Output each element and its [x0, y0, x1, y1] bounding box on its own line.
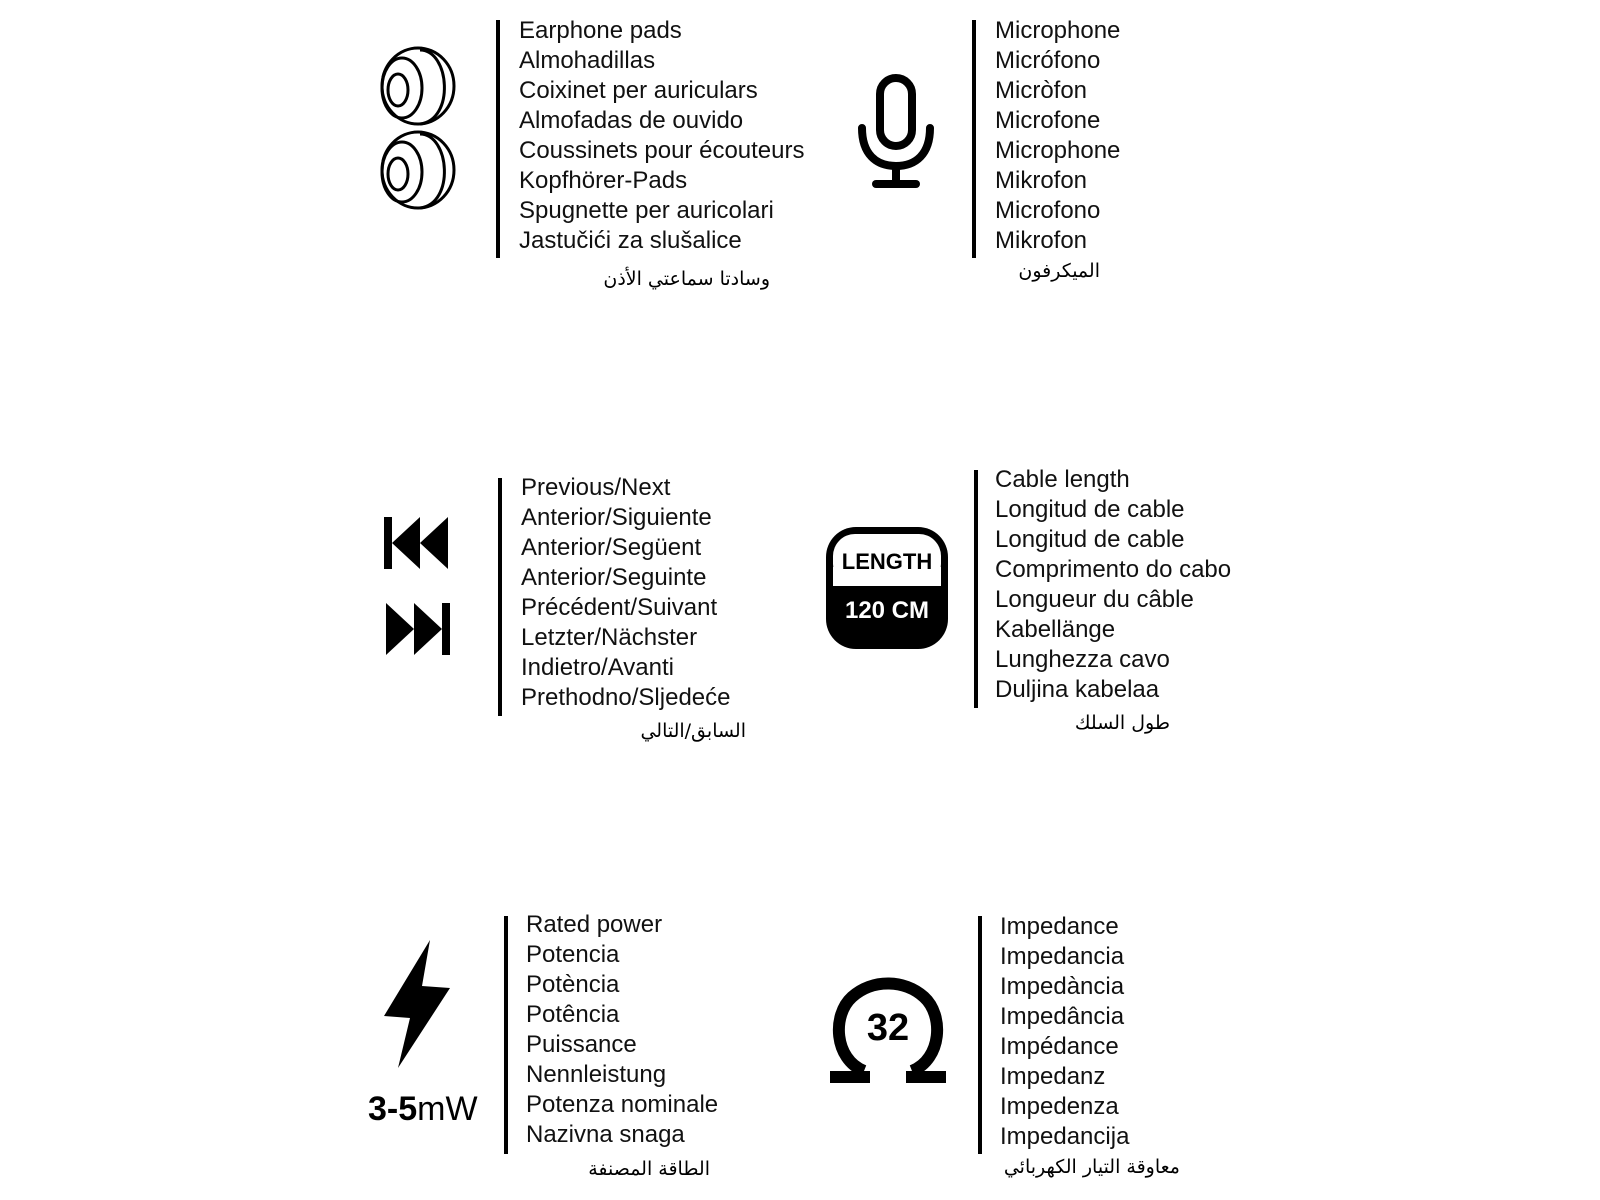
label: Cable length [995, 466, 1130, 493]
label: Almohadillas [519, 47, 656, 74]
badge-top-label: LENGTH [841, 549, 933, 574]
label: Nazivna snaga [526, 1121, 685, 1148]
earphone-pads-icon [380, 40, 470, 220]
label: Letzter/Nächster [521, 624, 698, 651]
lightning-bolt-icon [378, 938, 454, 1070]
badge-bottom-label: 120 CM [844, 597, 930, 624]
label: Longitud de cable [995, 496, 1185, 523]
cable-length-labels [995, 465, 1231, 705]
microphone-labels [995, 16, 1120, 256]
label: Spugnette per auricolari [519, 197, 774, 224]
label: Jastučići za slušalice [519, 227, 742, 254]
label: Longitud de cable [995, 526, 1185, 553]
label: Puissance [526, 1031, 637, 1058]
label: Rated power [526, 911, 663, 938]
label: Coussinets pour écouteurs [519, 137, 805, 164]
label: Anterior/Seguinte [521, 564, 707, 591]
label: Microphone [995, 137, 1121, 164]
label: Previous/Next [521, 474, 671, 501]
label: Impedenza [1000, 1093, 1119, 1120]
impedance-labels [1000, 912, 1129, 1152]
divider [972, 20, 976, 258]
omega-impedance-icon [828, 975, 948, 1087]
label: Microfono [995, 197, 1101, 224]
label: Anterior/Següent [521, 534, 702, 561]
label: Kopfhörer-Pads [519, 167, 688, 194]
label: Impedancia [1000, 943, 1125, 970]
power-value-unit: mW [417, 1090, 478, 1128]
label: Lunghezza cavo [995, 646, 1170, 673]
microphone-icon [856, 72, 936, 192]
arabic-label: وسادتا سماعتي الأذن [603, 268, 770, 290]
label: Anterior/Siguiente [521, 504, 712, 531]
label: Impedancija [1000, 1123, 1130, 1150]
label: Micrófono [995, 47, 1101, 74]
label: Micròfon [995, 77, 1088, 104]
label: Nennleistung [526, 1061, 667, 1088]
divider [974, 470, 978, 708]
power-value-number: 3-5 [368, 1090, 418, 1128]
label: Impedància [1000, 973, 1125, 1000]
power-value [368, 1090, 478, 1129]
divider [498, 478, 502, 716]
divider [496, 20, 500, 258]
label: Impedance [1000, 913, 1119, 940]
label: Précédent/Suivant [521, 594, 718, 621]
label: Indietro/Avanti [521, 654, 674, 681]
arabic-label: الميكرفون [1018, 260, 1100, 282]
arabic-label: معاوقة التيار الكهربائي [1003, 1156, 1180, 1178]
label: Earphone pads [519, 17, 682, 44]
cable-length-icon [826, 527, 948, 649]
arabic-label: طول السلك [1074, 712, 1170, 734]
rated-power-labels [526, 910, 718, 1150]
label: Longueur du câble [995, 586, 1194, 613]
divider [504, 916, 508, 1154]
label: Comprimento do cabo [995, 556, 1232, 583]
label: Mikrofon [995, 167, 1088, 194]
label: Potencia [526, 941, 620, 968]
label: Microphone [995, 17, 1121, 44]
label: Impedanz [1000, 1063, 1106, 1090]
divider [978, 916, 982, 1154]
label: Coixinet per auriculars [519, 77, 758, 104]
previous-next-icon [382, 515, 454, 657]
label: Kabellänge [995, 616, 1116, 643]
label: Potència [526, 971, 620, 998]
previous-next-labels [521, 473, 730, 713]
label: Prethodno/Sljedeće [521, 684, 731, 711]
label: Almofadas de ouvido [519, 107, 744, 134]
label: Impedância [1000, 1003, 1125, 1030]
label: Potenza nominale [526, 1091, 719, 1118]
label: Mikrofon [995, 227, 1088, 254]
arabic-label: الطاقة المصنفة [588, 1158, 710, 1180]
earphone-pads-labels [519, 16, 805, 256]
label: Microfone [995, 107, 1101, 134]
label: Duljina kabelaa [995, 676, 1160, 703]
label: Impédance [1000, 1033, 1119, 1060]
impedance-value: 32 [866, 1007, 910, 1049]
label: Potência [526, 1001, 620, 1028]
arabic-label: السابق/التالي [640, 720, 746, 742]
